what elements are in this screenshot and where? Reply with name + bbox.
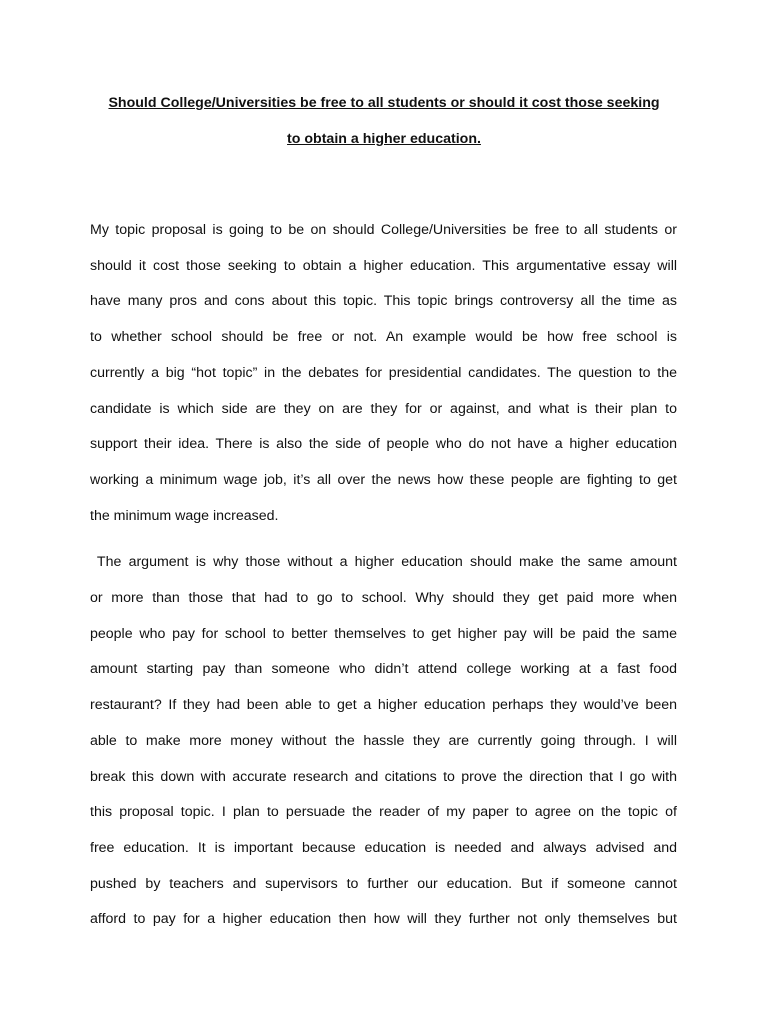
paragraph-line: free education. It is important because education is needed and always advised and bbox=[90, 840, 677, 856]
paragraph-line: candidate is which side are they on are they for or against, and what is their plan to bbox=[90, 401, 677, 417]
paragraph-line: to whether school should be free or not. An example would be how free school is bbox=[90, 329, 677, 345]
title-line-1: Should College/Universities be free to all students or should it cost those seeking bbox=[108, 95, 660, 111]
paragraph-line: afford to pay for a higher education then how will they further not only themselves but bbox=[90, 911, 677, 927]
paragraph-line: should it cost those seeking to obtain a higher education. This argumentative essay will bbox=[90, 258, 677, 274]
paragraph-line: currently a big “hot topic” in the debates for presidential candidates. The question to the bbox=[90, 365, 677, 381]
paragraph-line: pushed by teachers and supervisors to further our education. But if someone cannot bbox=[90, 876, 677, 892]
paragraph-line: working a minimum wage job, it’s all over the news how these people are fighting to get bbox=[90, 472, 677, 488]
title-line-2: to obtain a higher education. bbox=[287, 131, 481, 147]
paragraph-line: support their idea. There is also the side of people who do not have a higher education bbox=[90, 436, 677, 452]
paragraph-line: able to make more money without the hassle they are currently going through. I will bbox=[90, 733, 677, 749]
paragraph-line: or more than those that had to go to school. Why should they get paid more when bbox=[90, 590, 677, 606]
paragraph-line: this proposal topic. I plan to persuade the reader of my paper to agree on the topic of bbox=[90, 804, 677, 820]
paragraph-line: break this down with accurate research and citations to prove the direction that I go with bbox=[90, 769, 677, 785]
paragraph-line: people who pay for school to better themselves to get higher pay will be paid the same bbox=[90, 626, 677, 642]
paragraph-line: The argument is why those without a higher education should make the same amount bbox=[90, 554, 677, 570]
paragraph-line: restaurant? If they had been able to get a higher education perhaps they would’ve been bbox=[90, 697, 677, 713]
paragraph-line: have many pros and cons about this topic. This topic brings controversy all the time as bbox=[90, 293, 677, 309]
paragraph-line: My topic proposal is going to be on should College/Universities be free to all students or bbox=[90, 222, 677, 238]
paragraph-line: the minimum wage increased. bbox=[90, 508, 279, 524]
paragraph-line: amount starting pay than someone who didn’t attend college working at a fast food bbox=[90, 661, 677, 677]
